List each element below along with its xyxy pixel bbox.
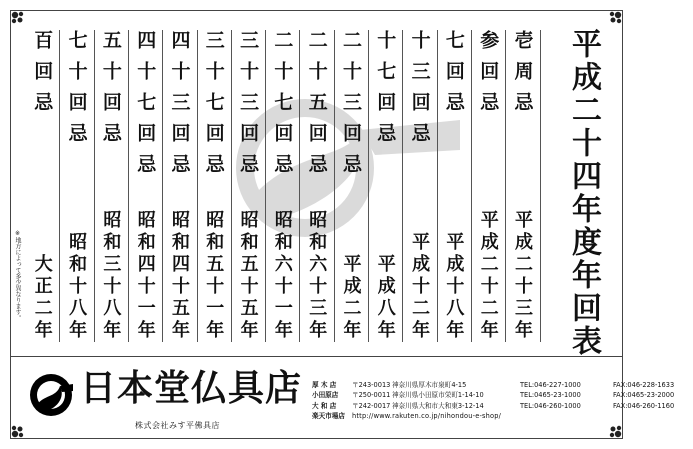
memorial-column — [402, 30, 436, 342]
store-row — [312, 401, 693, 411]
memorial-column — [368, 30, 402, 342]
memorial-name: 参回忌 — [477, 30, 500, 123]
column-separator — [437, 30, 438, 342]
corner-ornament-icon — [11, 416, 33, 438]
store-fax: FAX:046-228-1633 — [613, 381, 675, 389]
page-title: 平成二十四年度年回表 — [566, 28, 601, 358]
column-separator — [59, 30, 60, 342]
column-separator — [368, 30, 369, 342]
store-name: 厚 木 店 — [312, 381, 337, 389]
store-zip: 〒242-0017 — [352, 401, 391, 410]
column-separator — [299, 30, 300, 342]
memorial-name: 二十七回忌 — [271, 30, 294, 185]
memorial-name: 十三回忌 — [408, 30, 431, 154]
store-row — [312, 390, 693, 400]
memorial-year: 昭和六十一年 — [271, 210, 293, 342]
store-list — [312, 380, 693, 422]
store-fax: FAX:046-260-1160 — [613, 401, 675, 410]
memorial-column — [231, 30, 265, 342]
online-store-name: 楽天市場店 — [312, 412, 345, 421]
memorial-name: 三十三回忌 — [237, 30, 260, 185]
column-separator — [197, 30, 198, 342]
memorial-name: 五十回忌 — [99, 30, 122, 154]
store-row-online — [312, 411, 693, 421]
memorial-year: 昭和三十八年 — [100, 210, 122, 342]
column-separator — [540, 30, 541, 342]
memorial-name: 三十七回忌 — [202, 30, 225, 185]
memorial-name: 十七回忌 — [374, 30, 397, 154]
brand-name: 日本堂仏具店 — [80, 368, 303, 409]
column-separator — [402, 30, 403, 342]
memorial-year: 平成二十三年 — [512, 210, 533, 342]
memorial-column — [299, 30, 333, 342]
memorial-year: 昭和六十三年 — [306, 210, 328, 342]
memorial-name: 壱周忌 — [511, 30, 534, 123]
memorial-year: 平成八年 — [374, 254, 396, 342]
store-address: 神奈川県大和市大和東3-12-14 — [392, 401, 484, 410]
memorial-name: 二十五回忌 — [305, 30, 328, 185]
memorial-column — [436, 30, 470, 342]
memorial-year: 昭和十八年 — [66, 232, 88, 342]
memorial-year: 平成十八年 — [443, 232, 465, 342]
corner-ornament-icon — [600, 11, 622, 33]
footer-divider — [10, 356, 623, 357]
column-separator — [265, 30, 266, 342]
store-tel: TEL:0465-23-1000 — [520, 391, 581, 400]
store-row — [312, 380, 693, 390]
store-address: 神奈川県厚木市泉町4-15 — [392, 381, 467, 389]
memorial-name: 四十三回忌 — [168, 30, 191, 185]
memorial-name: 四十七回忌 — [134, 30, 157, 185]
memorial-column — [265, 30, 299, 342]
memorial-year: 平成十二年 — [409, 232, 431, 342]
memorial-column — [25, 30, 59, 342]
store-name: 小田原店 — [312, 391, 339, 400]
online-store-url[interactable]: http://www.rakuten.co.jp/nihondou-e-shop/ — [352, 412, 502, 421]
memorial-year: 昭和四十五年 — [169, 210, 190, 342]
memorial-name: 二十三回忌 — [340, 30, 362, 185]
store-tel: TEL:046-260-1000 — [520, 401, 581, 410]
column-separator — [162, 30, 163, 342]
store-name: 大 和 店 — [312, 401, 337, 410]
brand-logo-icon — [28, 372, 74, 418]
store-address: 神奈川県小田原市栄町1-14-10 — [392, 391, 484, 400]
memorial-name: 七回忌 — [442, 30, 465, 123]
memorial-column — [59, 30, 93, 342]
memorial-column — [505, 30, 539, 342]
memorial-name: 七十回忌 — [65, 30, 88, 154]
memorial-year: 大正二年 — [31, 254, 53, 342]
company-name: 株式会社みす平佛具店 — [135, 421, 220, 430]
memorial-column — [128, 30, 162, 342]
regional-note: ※地方によって多少異なります。 — [14, 230, 21, 321]
memorial-year: 昭和四十一年 — [134, 210, 156, 342]
column-separator — [334, 30, 335, 342]
memorial-column — [196, 30, 230, 342]
memorial-year: 平成二年 — [340, 254, 362, 342]
column-separator — [128, 30, 129, 342]
memorial-column — [471, 30, 505, 342]
column-separator — [505, 30, 506, 342]
memorial-name: 百回忌 — [31, 30, 54, 123]
memorial-year: 昭和五十五年 — [237, 210, 259, 342]
store-zip: 〒250-0011 — [352, 391, 391, 400]
store-zip: 〒243-0013 — [352, 381, 391, 389]
memorial-column — [162, 30, 196, 342]
column-separator — [471, 30, 472, 342]
column-separator — [231, 30, 232, 342]
store-tel: TEL:046-227-1000 — [520, 381, 581, 389]
memorial-column — [334, 30, 368, 342]
column-separator — [94, 30, 95, 342]
memorial-year: 昭和五十一年 — [203, 210, 225, 342]
store-fax: FAX:0465-23-2000 — [613, 391, 675, 400]
memorial-column — [93, 30, 127, 342]
memorial-year: 平成二十二年 — [477, 210, 499, 342]
